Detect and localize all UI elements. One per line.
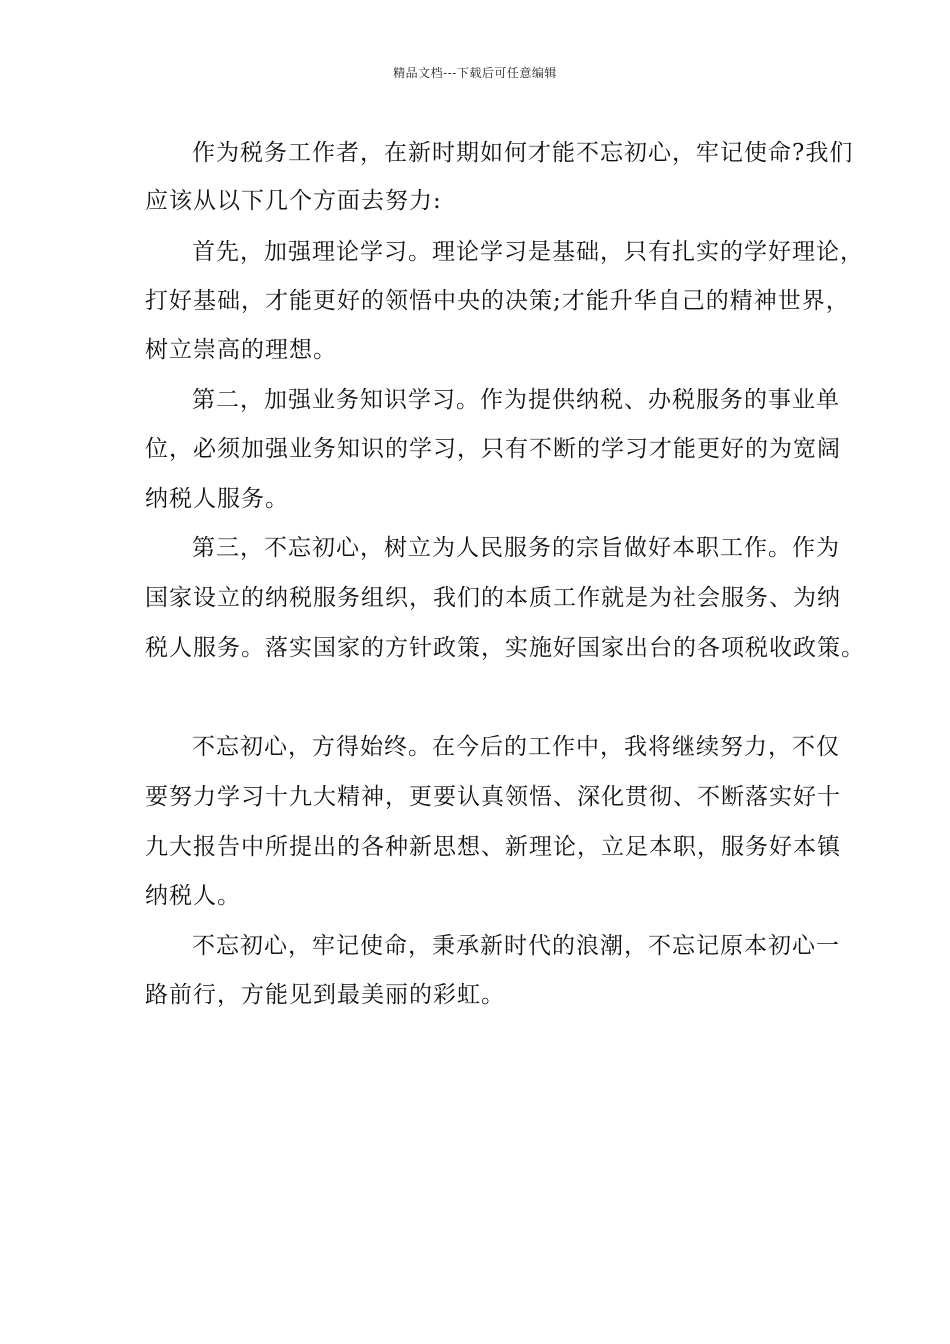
- paragraph-line: 纳税人。: [145, 883, 241, 909]
- paragraph-line: 首先，加强理论学习。理论学习是基础，只有扎实的学好理论，: [192, 239, 864, 265]
- paragraph-line: 不忘初心，方得始终。在今后的工作中，我将继续努力，不仅: [192, 734, 840, 760]
- paragraph-line: 第二，加强业务知识学习。作为提供纳税、办税服务的事业单: [192, 387, 840, 413]
- paragraph-line: 路前行，方能见到最美丽的彩虹。: [145, 982, 505, 1008]
- paragraph-line: 纳税人服务。: [145, 486, 289, 512]
- paragraph-line: 税人服务。落实国家的方针政策，实施好国家出台的各项税收政策。: [145, 635, 865, 661]
- paragraph-line: 位，必须加强业务知识的学习，只有不断的学习才能更好的为宽阔: [145, 436, 841, 462]
- paragraph-line: 不忘初心，牢记使命，秉承新时代的浪潮，不忘记原本初心一: [192, 933, 840, 959]
- paragraph-line: 应该从以下几个方面去努力:: [145, 188, 442, 214]
- paragraph-line: 打好基础，才能更好的领悟中央的决策;才能升华自己的精神世界，: [145, 288, 850, 314]
- paragraph-line: 要努力学习十九大精神，更要认真领悟、深化贯彻、不断落实好十: [145, 784, 841, 810]
- paragraph-line: 九大报告中所提出的各种新思想、新理论，立足本职，服务好本镇: [145, 834, 841, 860]
- paragraph-line: 国家设立的纳税服务组织，我们的本质工作就是为社会服务、为纳: [145, 585, 841, 611]
- paragraph-line: 树立崇高的理想。: [145, 337, 337, 363]
- paragraph-line: 作为税务工作者，在新时期如何才能不忘初心，牢记使命?我们: [192, 140, 854, 166]
- page-header: 精品文档---下载后可任意编辑: [393, 66, 557, 80]
- paragraph-line: 第三，不忘初心，树立为人民服务的宗旨做好本职工作。作为: [192, 535, 840, 561]
